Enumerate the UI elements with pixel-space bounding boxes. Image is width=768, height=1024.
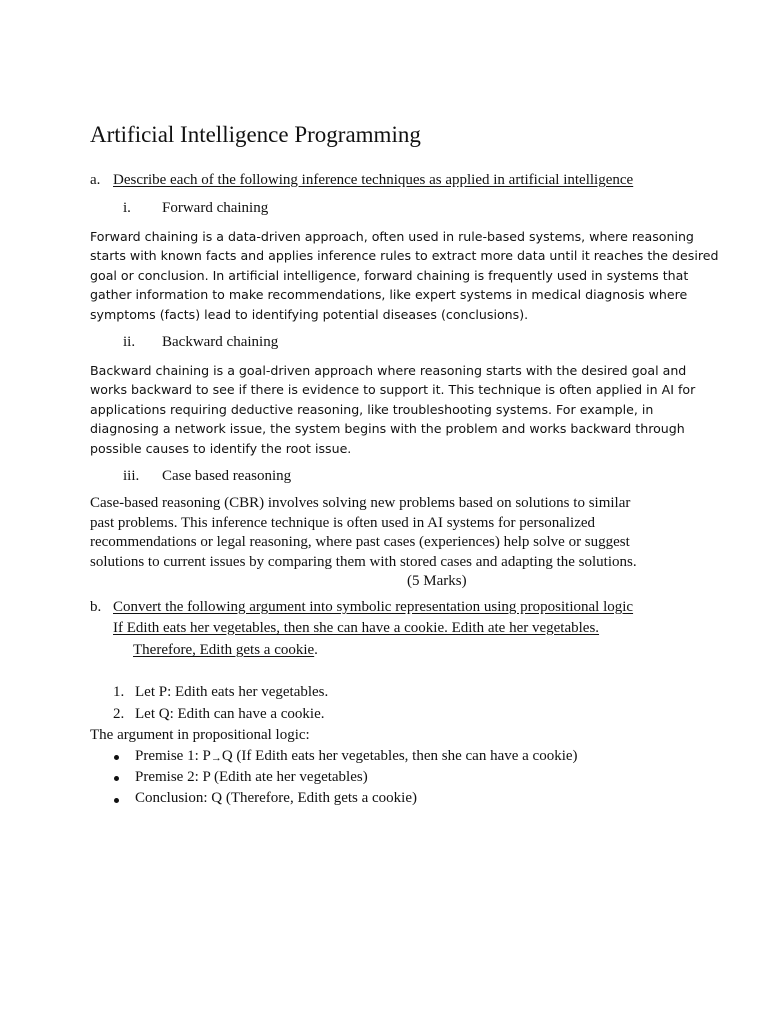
answer-line: possible causes to identify the root issue. xyxy=(90,440,352,456)
question-b-prompt-line-2: If Edith eats her vegetables, then she can have a cookie. Edith ate her vegetables. xyxy=(113,620,600,636)
item-ii-label: Backward chaining xyxy=(162,334,279,350)
answer-line: solutions to current issues by comparing them with stored cases and adapting the solutions. xyxy=(90,553,637,570)
implies-arrow-icon: → xyxy=(210,752,222,764)
item-iii-numeral: iii. xyxy=(123,468,140,484)
answer-line: Forward chaining is a data-driven approach, often used in rule-based systems, where reasoning xyxy=(90,229,694,244)
answer-line: applications requiring deductive reasoning, like troubleshooting systems. For example, in xyxy=(90,401,654,417)
item-i-label: Forward chaining xyxy=(162,200,269,216)
backward-chaining-answer xyxy=(90,361,696,458)
answer-line: recommendations or legal reasoning, where past cases (experiences) help solve or suggest xyxy=(90,534,630,550)
case-based-reasoning-answer xyxy=(90,494,660,572)
answer-line: Case-based reasoning (CBR) involves solving new problems based on solutions to similar xyxy=(90,495,631,511)
answer-line: gather information to make recommendations, like expert systems in medical diagnosis where xyxy=(90,287,688,303)
definition-1-num: 1. xyxy=(113,684,125,700)
item-i-numeral: i. xyxy=(123,200,131,216)
question-b-prompt-line-1: Convert the following argument into symbolic representation using propositional logic xyxy=(113,599,634,615)
question-b-prompt-end: . xyxy=(314,642,318,658)
question-b-prompt-line-3 xyxy=(133,642,318,659)
premise-2: Premise 2: P (Edith ate her vegetables) xyxy=(135,769,368,785)
premise-1-before: Premise 1: P xyxy=(135,748,211,764)
document-title: Artificial Intelligence Programming xyxy=(90,122,421,147)
definition-1-text: Let P: Edith eats her vegetables. xyxy=(135,684,329,700)
item-ii-numeral: ii. xyxy=(123,334,136,350)
conclusion: Conclusion: Q (Therefore, Edith gets a cookie) xyxy=(135,790,417,806)
question-b-marker: b. xyxy=(90,599,102,615)
premise-1-after: Q (If Edith eats her vegetables, then she can have a cookie) xyxy=(221,748,578,764)
answer-line: starts with known facts and applies inference rules to extract more data until it reaches the desired xyxy=(90,248,719,264)
forward-chaining-answer xyxy=(90,227,719,324)
bullet-dot xyxy=(114,798,119,803)
definition-2-num: 2. xyxy=(113,706,125,722)
answer-line: diagnosing a network issue, the system begins with the problem and works backward through xyxy=(90,421,685,437)
definition-2-text: Let Q: Edith can have a cookie. xyxy=(135,706,325,722)
question-a-marker: a. xyxy=(90,172,101,188)
argument-intro: The argument in propositional logic: xyxy=(90,727,310,743)
question-a-prompt: Describe each of the following inference techniques as applied in artificial intelligence xyxy=(113,172,634,188)
answer-line: symptoms (facts) lead to identifying potential diseases (conclusions). xyxy=(90,306,529,322)
answer-line: Backward chaining is a goal-driven approach where reasoning starts with the desired goal and xyxy=(90,363,687,378)
item-iii-label: Case based reasoning xyxy=(162,468,292,484)
bullet-dot xyxy=(114,755,119,760)
bullet-dot xyxy=(114,776,119,781)
answer-line: works backward to see if there is evidence to support it. This technique is often applied in AI for xyxy=(90,382,696,398)
premise-1 xyxy=(135,748,578,765)
answer-line: past problems. This inference technique is often used in AI systems for personalized xyxy=(90,514,596,531)
question-b-prompt-line-3-text: Therefore, Edith gets a cookie xyxy=(133,642,315,658)
answer-line: goal or conclusion. In artificial intelligence, forward chaining is frequently used in systems that xyxy=(90,267,689,283)
marks-label: (5 Marks) xyxy=(407,573,467,589)
